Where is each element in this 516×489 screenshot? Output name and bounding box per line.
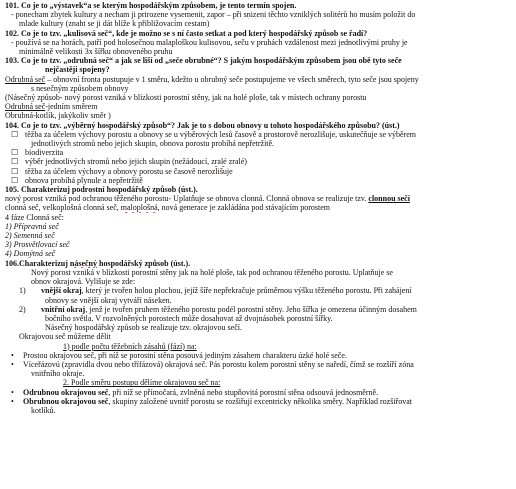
checkbox-bullet-icon: ☐	[11, 129, 19, 139]
text-segment: vnitřní okraj	[41, 304, 86, 314]
text-segment: 4 fáze Clonná seč:	[5, 212, 64, 222]
text-segment: obnovy se vnější okraj vytváří náseken.	[45, 295, 172, 305]
text-segment: clonnou sečí	[368, 194, 410, 204]
text-segment: minimálně velikosti 3x šířku obnoveného pruhu	[19, 47, 173, 57]
text-line	[5, 130, 512, 139]
text-line	[5, 102, 512, 111]
text-segment: 2)	[19, 304, 26, 314]
text-line	[5, 286, 512, 295]
text-line	[5, 406, 512, 415]
text-segment: 1) Přípravná seč	[5, 221, 59, 231]
bullet-icon: •	[11, 396, 14, 406]
checkbox-bullet-icon: ☐	[11, 148, 19, 158]
text-line	[5, 29, 512, 38]
text-segment: , při níž se přímočará, zvlněná nebo stupňovitá porostní stěna odsouvá jednosměrně.	[108, 387, 379, 397]
text-line	[5, 84, 512, 93]
text-segment: s nesečným způsobem obnovy	[31, 83, 129, 93]
text-segment: těchto vzniklých solitérů ho musím položit do	[266, 10, 416, 20]
text-segment: nepřetržitě	[108, 175, 143, 185]
text-segment: 104. Co je to tzv. „výběrný hospodářský způsob“? Jak je to s dobou obnovy u tohoto hospodářského způsobu? (úst.)	[5, 120, 400, 130]
text-segment: Odrubná seč	[5, 74, 46, 84]
text-line	[5, 194, 512, 203]
text-line	[5, 19, 512, 28]
text-line	[5, 38, 512, 47]
text-segment: mlade kultury (znaht se ji dát blíže k přibližovacím cestam)	[19, 19, 210, 29]
text-line	[5, 93, 512, 102]
text-line	[5, 249, 512, 258]
text-segment: zralé)	[226, 157, 247, 167]
checkbox-bullet-icon: ☐	[11, 166, 19, 176]
text-segment: hospodářský způsob (úst.).	[97, 258, 191, 268]
text-line	[5, 203, 512, 212]
text-segment: vnější okraj	[41, 286, 82, 296]
text-line	[5, 111, 512, 120]
text-segment: 102. Co je to tzv. „kulisová seč“, kde je možno se s ní často setkat a pod který hospodářský způsob se řadí?	[5, 28, 368, 38]
checkbox-bullet-icon: ☐	[11, 157, 19, 167]
text-segment: – obnovní fronta postupuje v 1 směru, kdežto u obrubný seče postupujeme ve všech směrech, tyto seče jsou spojeny	[45, 74, 419, 84]
text-segment: zralé	[211, 157, 227, 167]
text-segment: kulisovou, seču v pruhách vzdálenost mezi jednotlivými pruhy je	[196, 37, 408, 47]
text-segment: obnova probíhá plynule a	[25, 175, 109, 185]
text-segment: -jedním směrem	[45, 102, 98, 112]
text-segment: hospodářský způsob se realizuje tzv. okrajovou sečí.	[72, 323, 242, 333]
text-line	[5, 1, 512, 10]
text-line	[5, 10, 512, 19]
text-segment: Okrajovou seč můžeme dělit	[19, 332, 111, 342]
text-segment: 101. Co je to „výstavek“a se kterým hospodářským způsobem, je tento termín spojen.	[5, 1, 297, 10]
text-segment: 3) Prosvětlovací seč	[5, 240, 70, 250]
text-segment: , jenž je tvořen pruhem těženého porostu podél porostní stěny. Jeho šířka je omezena účinným dosahem	[85, 304, 417, 314]
text-line	[5, 388, 512, 397]
text-segment: Obrubná-kotlík, jakýkoliv směr )	[5, 111, 111, 121]
text-line	[5, 314, 512, 323]
text-line	[5, 342, 512, 351]
text-line	[5, 157, 512, 166]
text-segment: kotlíků.	[31, 405, 56, 415]
text-segment: obnov okrajová. Vylišuje se zde:	[31, 277, 136, 287]
text-segment: - používá se na horách, patří pod holosečnou	[11, 37, 157, 47]
text-segment: 1) podle počtu těžebních zásahů (fází) na:	[63, 341, 197, 351]
text-segment: Nový porost vzniká v blízkosti porostní stěny jak na holé ploše, tak pod ochranou těženého porostu. Uplatňuje se	[31, 267, 393, 277]
text-line	[5, 378, 512, 387]
text-line	[5, 139, 512, 148]
text-segment: nový porost vzniká pod ochranou těženého porostu- Uplatňuje se obnova clonná. Clonná obnova se realizuje tzv.	[5, 194, 369, 204]
text-segment: těžba za účelem výchovy porostu a obnovy se u výběrových lesů časově a prostorově nerozlišuje, uskutečňuje se výběrem	[25, 129, 416, 139]
text-line	[5, 167, 512, 176]
text-line	[5, 47, 512, 56]
text-segment: výběr jednotlivých stromů nebo jejich skupin (nežádoucí,	[25, 157, 212, 167]
text-segment: Odrubnou okrajovou seč	[23, 387, 109, 397]
text-segment: malaploškou	[156, 37, 197, 47]
text-segment: 1)	[19, 286, 26, 296]
text-segment: Prostou okrajovou seč, při níž se porostní stěna posouvá jediným zásahem charakteru úzké holé seče.	[23, 350, 347, 360]
text-line	[5, 56, 512, 65]
text-segment: Víceřázovú (zpravidla dvou nebo třífázová) okrajová seč. Pás porostu kolem porostní stěny se naředí, čímž se rozšíří zóna	[23, 359, 414, 369]
text-segment: hospodářský způsob (úst.).	[104, 185, 198, 195]
text-line	[5, 240, 512, 249]
text-line	[5, 75, 512, 84]
bullet-icon: •	[11, 359, 14, 369]
text-line	[5, 369, 512, 378]
text-line	[5, 231, 512, 240]
text-segment: , skupiny založené uvnitř porostu se rozšiřují excentricky několika směry. Například rozšiřovat	[108, 396, 412, 406]
text-line	[5, 121, 512, 130]
bullet-icon: •	[11, 387, 14, 397]
text-segment: nejčastěji spojeny?	[45, 65, 110, 75]
text-line	[5, 176, 512, 185]
text-segment: Násečný	[45, 323, 73, 333]
text-segment: bočního světla. V rozvolněných porostech může dosahovat až dvojnásobek porostní šířky.	[45, 313, 333, 323]
text-line	[5, 360, 512, 369]
text-line	[5, 185, 512, 194]
text-line	[5, 268, 512, 277]
text-line	[5, 296, 512, 305]
text-segment: jednotlivých stromů nebo jejich skupin, obnova porostu probíhá nepřetržitě.	[31, 139, 275, 149]
text-segment: biodiverzita	[25, 148, 64, 158]
text-line	[5, 277, 512, 286]
text-line	[5, 222, 512, 231]
text-segment: clonná seč, velkoplošná clonná seč,	[5, 203, 121, 213]
text-segment: Odrubná seč	[5, 102, 46, 112]
text-line	[5, 65, 512, 74]
text-segment: násečný	[69, 258, 98, 268]
text-segment: (Násečný způsob- nový porost vzniká v blízkosti porostní stěny, jak na holé ploše, tak v místech ochrany porostu	[5, 93, 367, 103]
text-segment: těžba za účelem výchovy a obnovy porostu se časově nerozlišuje	[25, 166, 233, 176]
text-segment: maloplošná	[120, 203, 158, 213]
text-segment: , nová generace je zakládána pod stávajícím porostem	[157, 203, 331, 213]
text-segment: podrostní	[71, 185, 105, 195]
text-line	[5, 323, 512, 332]
text-segment: - ponecham zbytek kultury a necham ji prirozene vysemenit, zapor – při	[11, 10, 244, 20]
checkbox-bullet-icon: ☐	[11, 175, 19, 185]
text-line	[5, 259, 512, 268]
text-segment: vnitřního okraje.	[31, 369, 85, 379]
text-line	[5, 148, 512, 157]
text-segment: 103. Co je to tzv. „odrubná seč“ a jak se liší od „seče obrubné“? S jakým hospodářským způsobem jsou obě tyto seče	[5, 56, 402, 66]
text-segment: 4) Domýtná seč	[5, 249, 56, 259]
text-segment: 106.Charakterizuj	[5, 258, 70, 268]
text-line	[5, 305, 512, 314]
text-segment: 105. Charakterizuj	[5, 185, 72, 195]
text-segment: 2) Semenná seč	[5, 231, 55, 241]
text-segment: snizeni	[243, 10, 267, 20]
bullet-icon: •	[11, 350, 14, 360]
text-line	[5, 397, 512, 406]
text-line	[5, 213, 512, 222]
text-line	[5, 332, 512, 341]
text-segment: 2. Podle směru postupu dělíme okrajovou seč na:	[63, 378, 221, 388]
text-segment: Obrubnou okrajovou seč	[23, 396, 109, 406]
text-segment: , který je tvořen holou plochou, jejíž šíře nepřekračuje průměrnou výšku těženého porostu. Při zahájení	[81, 286, 412, 296]
text-line	[5, 351, 512, 360]
